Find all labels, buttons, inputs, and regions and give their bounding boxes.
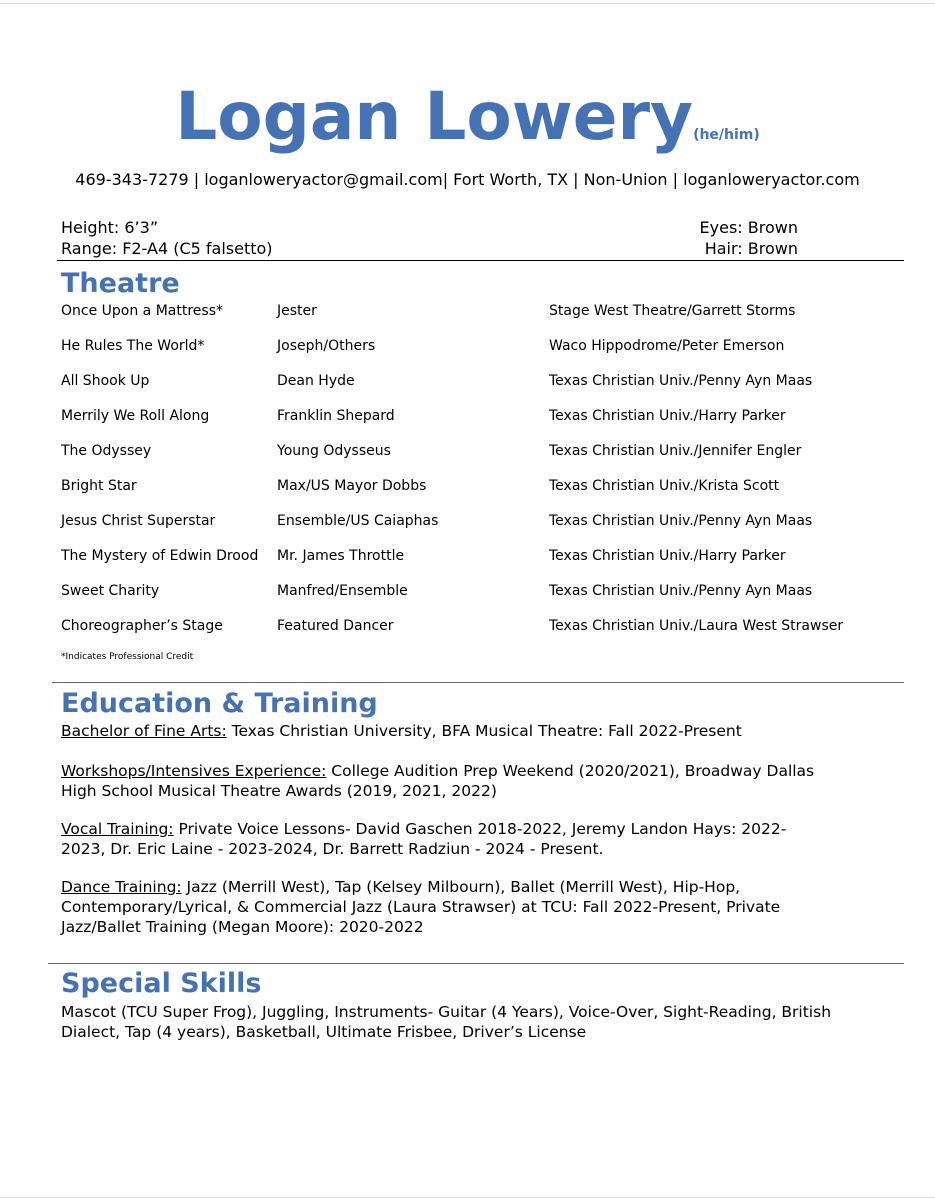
theatre-divider bbox=[52, 682, 904, 683]
skills-paragraph: Mascot (TCU Super Frog), Juggling, Instruments- Guitar (4 Years), Voice-Over, Sight-Reading, British Dialect, Tap (4 years), Basketball, Ultimate Frisbee, Driver’s License bbox=[61, 1003, 832, 1041]
credit-role: Manfred/Ensemble bbox=[277, 583, 408, 599]
theatre-heading: Theatre bbox=[61, 268, 180, 299]
credit-venue: Texas Christian Univ./Krista Scott bbox=[549, 478, 780, 494]
credit-role: Ensemble/US Caiaphas bbox=[277, 513, 439, 529]
credit-role: Franklin Shepard bbox=[277, 408, 395, 424]
stats-left bbox=[61, 217, 273, 259]
credit-row bbox=[61, 581, 911, 616]
credit-venue: Texas Christian Univ./Harry Parker bbox=[549, 408, 786, 424]
stats-right bbox=[690, 217, 798, 259]
credit-role: Young Odysseus bbox=[277, 443, 391, 459]
contact-line: 469-343-7279 | loganloweryactor@gmail.com| Fort Worth, TX | Non-Union | loganloweryactor.com bbox=[75, 170, 860, 189]
credit-row bbox=[61, 441, 911, 476]
hair-stat: Hair: Brown bbox=[704, 239, 798, 258]
eyes-stat: Eyes: Brown bbox=[699, 218, 798, 237]
bfa-label: Bachelor of Fine Arts: bbox=[61, 722, 227, 740]
theatre-credits bbox=[61, 301, 911, 651]
credit-venue: Waco Hippodrome/Peter Emerson bbox=[549, 338, 785, 354]
education-heading: Education & Training bbox=[61, 688, 378, 719]
actor-name: Logan Lowery bbox=[175, 78, 694, 155]
credit-row bbox=[61, 616, 911, 651]
dance-paragraph bbox=[61, 877, 861, 937]
credit-row bbox=[61, 406, 911, 441]
credit-venue: Texas Christian Univ./Penny Ayn Maas bbox=[549, 373, 813, 389]
workshops-label: Workshops/Intensives Experience: bbox=[61, 762, 327, 780]
credit-show: Merrily We Roll Along bbox=[61, 408, 210, 424]
credit-row bbox=[61, 511, 911, 546]
credit-role: Mr. James Throttle bbox=[277, 548, 405, 564]
vocal-paragraph bbox=[61, 819, 821, 859]
page-edge-bottom bbox=[0, 1197, 935, 1198]
credit-show: Once Upon a Mattress* bbox=[61, 303, 223, 319]
credit-row bbox=[61, 546, 911, 581]
credit-venue: Texas Christian Univ./Harry Parker bbox=[549, 548, 786, 564]
credit-role: Joseph/Others bbox=[277, 338, 376, 354]
credit-show: The Mystery of Edwin Drood bbox=[61, 548, 259, 564]
credit-venue: Texas Christian Univ./Jennifer Engler bbox=[549, 443, 802, 459]
credit-row bbox=[61, 371, 911, 406]
height-stat: Height: 6’3” bbox=[61, 218, 159, 237]
credit-row bbox=[61, 301, 911, 336]
vocal-text: Private Voice Lessons- David Gaschen 2018-2022, Jeremy Landon Hays: 2022-2023, Dr. Eric Laine - 2023-2024, Dr. Barrett Radziun - 2024 - Present. bbox=[61, 820, 787, 858]
dance-text: Jazz (Merrill West), Tap (Kelsey Milbourn), Ballet (Merrill West), Hip-Hop, Contemporary/Lyrical, & Commercial Jazz (Laura Strawser) at TCU: Fall 2022-Present, Private Jazz/Ballet Training (Megan Moore): 2020-2022 bbox=[61, 878, 781, 936]
credit-show: The Odyssey bbox=[61, 443, 152, 459]
dance-label: Dance Training: bbox=[61, 878, 182, 896]
credit-show: All Shook Up bbox=[61, 373, 150, 389]
credit-show: Bright Star bbox=[61, 478, 137, 494]
pronouns: (he/him) bbox=[693, 127, 760, 143]
bfa-paragraph bbox=[61, 721, 861, 741]
header-divider bbox=[57, 260, 904, 261]
range-stat: Range: F2-A4 (C5 falsetto) bbox=[61, 239, 273, 258]
skills-heading: Special Skills bbox=[61, 968, 262, 999]
credit-venue: Texas Christian Univ./Penny Ayn Maas bbox=[549, 513, 813, 529]
credit-show: He Rules The World* bbox=[61, 338, 205, 354]
credit-role: Featured Dancer bbox=[277, 618, 394, 634]
professional-credit-note: *Indicates Professional Credit bbox=[61, 652, 194, 662]
education-divider bbox=[48, 963, 904, 964]
credit-role: Max/US Mayor Dobbs bbox=[277, 478, 427, 494]
workshops-paragraph bbox=[61, 761, 841, 801]
credit-show: Jesus Christ Superstar bbox=[61, 513, 216, 529]
credit-row bbox=[61, 336, 911, 371]
credit-role: Dean Hyde bbox=[277, 373, 355, 389]
credit-venue: Texas Christian Univ./Laura West Strawser bbox=[549, 618, 844, 634]
credit-venue: Stage West Theatre/Garrett Storms bbox=[549, 303, 796, 319]
credit-show: Choreographer’s Stage bbox=[61, 618, 223, 634]
credit-row bbox=[61, 476, 911, 511]
workshops-text: College Audition Prep Weekend (2020/2021), Broadway Dallas High School Musical Theatre Awards (2019, 2021, 2022) bbox=[61, 762, 815, 800]
bfa-text: Texas Christian University, BFA Musical Theatre: Fall 2022-Present bbox=[226, 722, 742, 740]
resume-header bbox=[0, 78, 935, 155]
page-edge-top bbox=[0, 3, 935, 4]
credit-venue: Texas Christian Univ./Penny Ayn Maas bbox=[549, 583, 813, 599]
credit-show: Sweet Charity bbox=[61, 583, 160, 599]
vocal-label: Vocal Training: bbox=[61, 820, 174, 838]
credit-role: Jester bbox=[277, 303, 317, 319]
